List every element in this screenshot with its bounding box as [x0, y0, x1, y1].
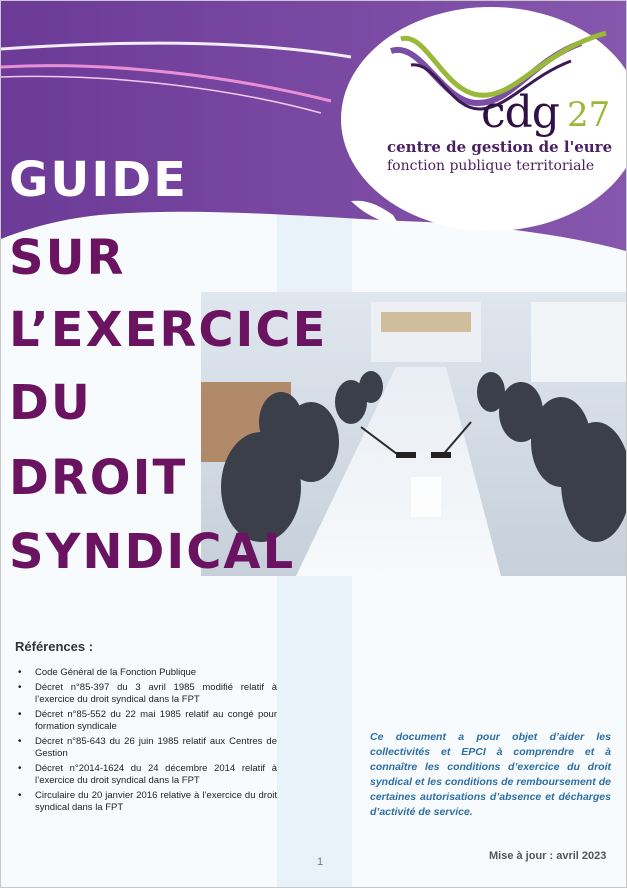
page-number: 1 — [317, 856, 324, 868]
reference-item: • Décret n°2014-1624 du 24 décembre 2014 relatif à l’exercice du droit syndical dans la FPT — [15, 763, 277, 787]
title-line-5: DROIT — [9, 450, 188, 506]
title-line-1: GUIDE — [9, 152, 188, 208]
logo-tagline-2: fonction publique territoriale — [387, 158, 595, 174]
logo-text-cdg: cdg — [481, 87, 559, 138]
document-description: Ce document a pour objet d’aider les collectivités et EPCI à comprendre et à connaître les conditions d’exercice du droit syndical et les conditions de remboursement de certaines autorisations d’absence et décharges d’activité de service. — [370, 731, 611, 818]
references-list — [15, 667, 277, 817]
title-line-4: DU — [9, 375, 92, 431]
title-line-3: L’EXERCICE — [9, 302, 328, 358]
update-date: Mise à jour : avril 2023 — [489, 850, 607, 862]
title-line-2: SUR — [9, 230, 126, 286]
cdg27-logo — [381, 21, 621, 181]
title-line-6: SYNDICAL — [9, 524, 296, 580]
reference-item: • Décret n°85-643 du 26 juin 1985 relatif aux Centres de Gestion — [15, 736, 277, 760]
reference-item: • Circulaire du 20 janvier 2016 relative à l’exercice du droit syndical dans la FPT — [15, 790, 277, 814]
reference-item: • Décret n°85-552 du 22 mai 1985 relatif au congé pour formation syndicale — [15, 709, 277, 733]
references-heading: Références : — [15, 639, 94, 654]
reference-item: • Code Général de la Fonction Publique — [15, 667, 277, 679]
logo-tagline-1: centre de gestion de l'eure — [387, 138, 613, 156]
logo-text-27: 27 — [567, 95, 611, 135]
reference-item: • Décret n°85-397 du 3 avril 1985 modifié relatif à l’exercice du droit syndical dans la FPT — [15, 682, 277, 706]
